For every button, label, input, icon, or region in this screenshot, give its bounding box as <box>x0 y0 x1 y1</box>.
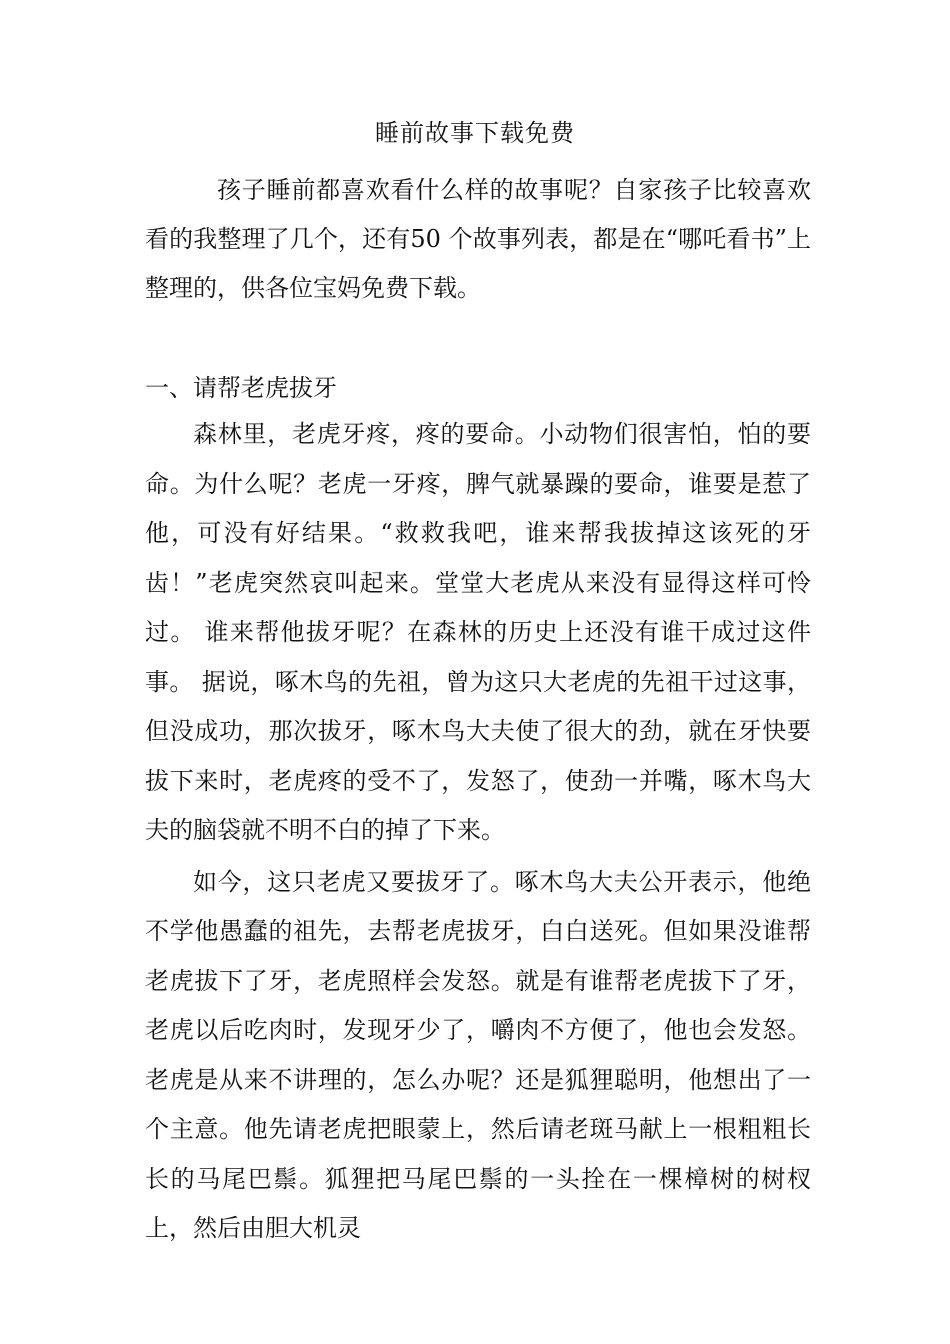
document-title: 睡前故事下载免费 <box>375 119 575 147</box>
story-paragraph: 森林里，老虎牙疼，疼的要命。小动物们很害怕，怕的要命。为什么呢？老虎一牙疼，脾气就暴躁的要命，谁要是惹了他，可没有好结果。“救救我吧，谁来帮我拔掉这该死的牙齿！”老虎突然哀叫起来。堂堂大老虎从来没有显得这样可怜过。 谁来帮他拔牙呢？在森林的历史上还没有谁干成过这件事。 据说，啄木鸟的先祖，曾为这只大老虎的先祖干过这事，但没成功，那次拔牙，啄木鸟大夫使了很大的劲，就在牙快要拔下来时，老虎疼的受不了，发怒了，使劲一并嘴，啄木鸟大夫的脑袋就不明不白的掉了下来。 <box>145 420 811 844</box>
intro-paragraph: 孩子睡前都喜欢看什么样的故事呢？自家孩子比较喜欢看的我整理了几个，还有50 个故事列表，都是在“哪吒看书”上整理的，供各位宝妈免费下载。 <box>145 176 811 302</box>
story-body <box>145 410 811 1256</box>
section-heading: 一、请帮老虎拔牙 <box>145 374 337 402</box>
story-paragraph: 如今，这只老虎又要拔牙了。啄木鸟大夫公开表示，他绝不学他愚蠢的祖先，去帮老虎拔牙，白白送死。但如果没谁帮老虎拔下了牙，老虎照样会发怒。就是有谁帮老虎拔下了牙，老虎以后吃肉时，发现牙少了，嚼肉不方便了，他也会发怒。老虎是从来不讲理的，怎么办呢？还是狐狸聪明，他想出了一个主意。他先请老虎把眼蒙上，然后请老斑马献上一根粗粗长长的马尾巴鬃。狐狸把马尾巴鬃的一头拴在一棵樟树的树杈上，然后由胆大机灵 <box>145 867 811 1242</box>
